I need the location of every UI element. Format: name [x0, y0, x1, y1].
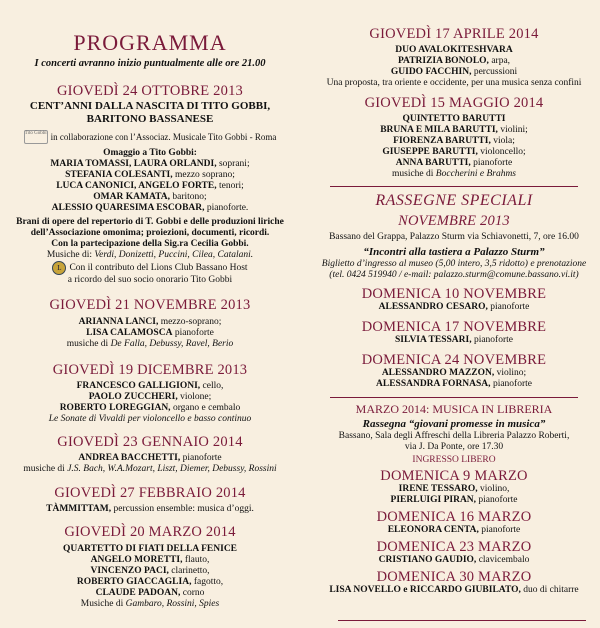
section-title: RASSEGNE SPECIALI	[375, 192, 533, 209]
performer-line: FRANCESCO GALLIGIONI, cello,	[76, 381, 224, 391]
performer-line: ALESSANDRA FORNASA, pianoforte	[376, 378, 532, 389]
series-name: “Incontri alla tastiera a Palazzo Sturm”	[363, 246, 545, 258]
collab-text: in collaborazione con l’Associaz. Musicale Tito Gobbi - Roma	[50, 131, 277, 142]
performer-line: BRUNA E MILA BARUTTI, violini;	[380, 125, 528, 135]
brani-line: dell’Associazione omonima; proiezioni, documenti, ricordi.	[30, 228, 270, 238]
divider	[330, 397, 578, 398]
performer-line: ARIANNA LANCI, mezzo-soprano;	[78, 317, 222, 327]
musiche-line: musiche di Boccherini e Brahms	[391, 169, 516, 179]
ensemble-name: DUO AVALOKITESHVARA	[395, 45, 513, 55]
rassegne-speciali	[308, 192, 600, 390]
performer-line: TÀMMITTAM, percussion ensemble: musica d’oggi.	[46, 504, 254, 514]
event-27-febbraio	[0, 485, 300, 515]
event-date: GIOVEDÌ 23 GENNAIO 2014	[57, 434, 243, 450]
performer-line: STEFANIA COLESANTI, mezzo soprano;	[65, 170, 235, 180]
section-month: NOVEMBRE 2013	[398, 213, 510, 229]
performer-line: ROBERTO LOREGGIAN, organo e cembalo	[59, 403, 241, 413]
performer-line: PATRIZIA BONOLO, arpa,	[397, 56, 511, 66]
performer-line: ALESSANDRO CESARO, pianoforte	[378, 301, 530, 312]
performer-line: SILVIA TESSARI, pianoforte	[395, 334, 513, 345]
event-15-maggio	[308, 95, 600, 180]
event-date: GIOVEDÌ 17 APRILE 2014	[369, 26, 539, 42]
concert-date: DOMENICA 23 MARZO	[376, 538, 532, 555]
brani-line: Brani di opere del repertorio di T. Gobbi e delle produzioni liriche	[16, 217, 284, 227]
event-23-gennaio	[0, 434, 300, 475]
performer-line: FIORENZA BARUTTI, viola;	[393, 136, 515, 146]
left-column	[0, 0, 300, 610]
performer-line: ALESSIO QUARESIMA ESCOBAR, pianoforte.	[51, 203, 249, 213]
location-line: Bassano del Grappa, Palazzo Sturm via Schiavonetti, 7, ore 16.00	[329, 232, 579, 242]
lions-line-2: a ricordo del suo socio onorario Tito Gobbi	[67, 275, 233, 285]
performer-line: LISA NOVELLO e RICCARDO GIUBILATO, duo di chitarre	[329, 584, 579, 595]
performer-line: OMAR KAMATA, baritono;	[93, 192, 207, 202]
section-title: MARZO 2014: MUSICA IN LIBRERIA	[355, 401, 553, 416]
performer-line: GUIDO FACCHIN, percussioni	[390, 67, 518, 77]
location-line: Bassano, Sala degli Affreschi della Libreria Palazzo Roberti,	[338, 430, 570, 441]
event-date: GIOVEDÌ 27 FEBBRAIO 2014	[54, 485, 246, 501]
musiche-line: Musiche di: Verdi, Donizetti, Puccini, Cilea, Catalani.	[46, 250, 254, 260]
musiche-line: musiche di De Falla, Debussy, Ravel, Berio	[66, 339, 234, 349]
concert-date: DOMENICA 30 MARZO	[376, 568, 532, 585]
series-name: Rassegna “giovani promesse in musica”	[362, 418, 546, 430]
concert-date: DOMENICA 17 NOVEMBRE	[361, 318, 547, 335]
performer-line: CRISTIANO GAUDIO, clavicembalo	[378, 554, 530, 565]
performer-line: VINCENZO PACI, clarinetto,	[90, 566, 210, 576]
event-title-line2: BARITONO BASSANESE	[86, 112, 214, 125]
free-entry: INGRESSO LIBERO	[412, 454, 496, 465]
performer-line: IRENE TESSARO, violino,	[398, 483, 510, 494]
performer-line: PIERLUIGI PIRAN, pianoforte	[390, 494, 518, 505]
performer-line: CLAUDE PADOAN, corno	[95, 588, 205, 598]
event-17-aprile	[308, 26, 600, 89]
musiche-line: Musiche di Gambaro, Rossini, Spies	[80, 599, 220, 609]
lions-club-logo: L	[52, 261, 66, 275]
omaggio-label: Omaggio a Tito Gobbi:	[103, 148, 197, 158]
divider	[330, 186, 578, 187]
performer-line: ANDREA BACCHETTI, pianoforte	[78, 453, 222, 463]
description-line: Una proposta, tra oriente e occidente, per una musica senza confini	[326, 78, 582, 88]
event-21-novembre	[0, 297, 300, 350]
concert-date: DOMENICA 9 MARZO	[380, 467, 528, 484]
performer-line: ROBERTO GIACCAGLIA, fagotto,	[76, 577, 224, 587]
performer-line: LUCA CANONICI, ANGELO FORTE, tenori;	[56, 181, 244, 191]
event-24-ottobre	[0, 83, 300, 286]
tito-gobbi-logo: Tito Gobbi	[24, 130, 48, 144]
performer-line: PAOLO ZUCCHERI, violone;	[88, 392, 212, 402]
event-date: GIOVEDÌ 15 MAGGIO 2014	[364, 95, 544, 111]
musica-in-libreria	[308, 403, 600, 596]
ticket-line: (tel. 0424 519940 / e-mail: palazzo.sturm@comune.bassano.vi.it)	[329, 269, 579, 280]
performer-line: MARIA TOMASSI, LAURA ORLANDI, soprani;	[50, 159, 250, 169]
location-line: via J. Da Ponte, ore 17.30	[404, 441, 504, 452]
event-20-marzo	[0, 524, 300, 610]
right-column	[308, 0, 600, 596]
performer-line: GIUSEPPE BARUTTI, violoncello;	[382, 147, 526, 157]
performer-line: ANNA BARUTTI, pianoforte	[395, 158, 513, 168]
collab-line	[0, 130, 300, 144]
ensemble-name: QUARTETTO DI FIATI DELLA FENICE	[62, 544, 238, 554]
event-date: GIOVEDÌ 19 DICEMBRE 2013	[52, 362, 248, 378]
event-title-line1: CENT’ANNI DALLA NASCITA DI TITO GOBBI,	[29, 100, 271, 112]
musiche-line: musiche di J.S. Bach, W.A.Mozart, Liszt, Diemer, Debussy, Rossini	[23, 464, 277, 474]
concert-date: DOMENICA 16 MARZO	[376, 508, 532, 525]
ensemble-name: QUINTETTO BARUTTI	[402, 114, 506, 124]
concert-date: DOMENICA 24 NOVEMBRE	[361, 351, 547, 368]
performer-line: ALESSANDRO MAZZON, violino;	[381, 367, 527, 378]
page-title: PROGRAMMA	[73, 30, 227, 55]
performer-line: ELEONORA CENTA, pianoforte	[387, 524, 521, 535]
performer-line: LISA CALAMOSCA pianoforte	[86, 328, 214, 338]
lions-line: L Con il contributo del Lions Club Bassano Host	[0, 261, 300, 275]
page-subtitle: I concerti avranno inizio puntualmente alle ore 21.00	[34, 58, 266, 69]
brani-line: Con la partecipazione della Sig.ra Cecilia Gobbi.	[51, 239, 249, 249]
ticket-line: Biglietto d’ingresso al museo (5,00 intero, 3,5 ridotto) e prenotazione	[321, 258, 587, 269]
musiche-line: Le Sonate di Vivaldi per violoncello e basso continuo	[48, 414, 252, 424]
event-date: GIOVEDÌ 24 OTTOBRE 2013	[57, 83, 243, 99]
event-date: GIOVEDÌ 21 NOVEMBRE 2013	[49, 297, 251, 313]
concert-date: DOMENICA 10 NOVEMBRE	[361, 285, 547, 302]
event-date: GIOVEDÌ 20 MARZO 2014	[64, 524, 236, 540]
performer-line: ANGELO MORETTI, flauto,	[90, 555, 210, 565]
bottom-divider	[338, 620, 586, 621]
event-19-dicembre	[0, 362, 300, 425]
